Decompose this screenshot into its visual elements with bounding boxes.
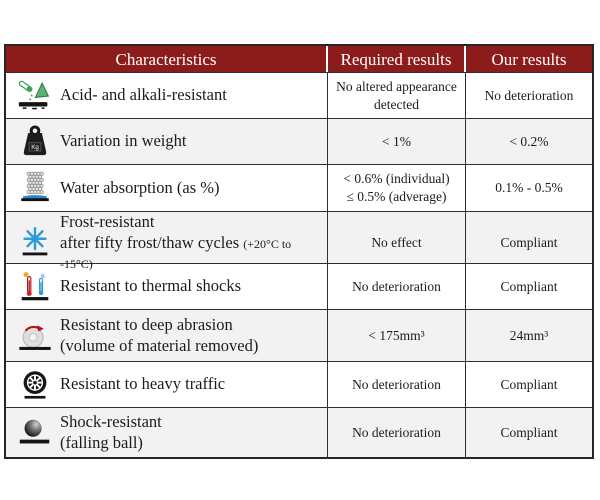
row-label-line1: Resistant to thermal shocks [60, 276, 242, 296]
row-label-line2: after fifty frost/thaw cycles [60, 232, 240, 252]
table-row-thermal-shocks [6, 264, 592, 310]
our-result-cell: Compliant [500, 278, 558, 294]
our-result-cell: Compliant [500, 376, 558, 392]
snowflake-frost-icon [10, 224, 60, 262]
characteristic-cell [6, 310, 328, 361]
header-required-results: Required results [328, 46, 466, 72]
row-label [60, 276, 327, 297]
required-result-cell [328, 264, 466, 309]
required-result-cell [328, 119, 466, 164]
water-absorption-icon [10, 169, 60, 207]
table-row-acid-alkali [6, 73, 592, 119]
abrasion-wheel-icon [10, 317, 60, 355]
kettlebell-weight-icon [10, 123, 60, 161]
table-row-shock-resistant [6, 408, 592, 457]
required-result-cell [328, 73, 466, 118]
row-label-line1: Water absorption (as %) [60, 177, 220, 197]
falling-ball-icon [10, 414, 60, 452]
row-label-line1: Resistant to deep abrasion [60, 314, 233, 334]
row-label-line1: Resistant to heavy traffic [60, 374, 226, 394]
required-result-value: No deterioration [352, 376, 441, 392]
our-result-cell: No deterioration [484, 87, 574, 103]
characteristic-cell [6, 73, 328, 118]
required-result-value2: ≤ 0.5% (adverage) [346, 189, 447, 204]
test-results-table [4, 44, 594, 459]
our-result-cell: Compliant [500, 235, 558, 251]
row-label [60, 412, 327, 453]
row-label-line1: Variation in weight [60, 131, 187, 151]
required-result-value: No deterioration [352, 424, 441, 440]
row-label [60, 315, 327, 356]
table-row-frost [6, 212, 592, 272]
row-label [60, 374, 327, 395]
required-result-cell [328, 362, 466, 407]
row-label [60, 85, 327, 106]
row-label-line2: (volume of material removed) [60, 335, 259, 355]
our-result-cell: < 0.2% [509, 133, 549, 149]
required-result-value: < 0.6% (individual) [343, 171, 450, 187]
thermal-shock-icon [10, 268, 60, 306]
table-row-water-absorption [6, 165, 592, 212]
required-result-cell [328, 165, 466, 211]
svg-text:Kg: Kg [31, 143, 39, 151]
row-label [60, 131, 327, 152]
our-result-cell: 24mm³ [509, 327, 549, 343]
required-result-value: No deterioration [352, 278, 441, 294]
tire-wheel-icon [10, 366, 60, 404]
header-characteristics: Characteristics [6, 46, 328, 72]
table-header-row [6, 46, 592, 73]
required-result-cell [328, 408, 466, 457]
header-our-results: Our results [491, 49, 567, 69]
required-result-value: < 1% [382, 133, 411, 149]
table-row-weight [6, 119, 592, 165]
required-result-value: No altered appearance detected [336, 78, 457, 112]
table-row-heavy-traffic [6, 362, 592, 408]
row-label-line2: (falling ball) [60, 432, 143, 452]
row-label-note: (+20°C to -15°C) [60, 236, 292, 272]
row-label-line1: Frost-resistant [60, 212, 155, 231]
table-row-deep-abrasion [6, 310, 592, 362]
row-label-line1: Shock-resistant [60, 411, 162, 431]
characteristic-cell [6, 362, 328, 407]
row-label [60, 178, 327, 199]
characteristic-cell [6, 408, 328, 457]
row-label-line1: Acid- and alkali-resistant [60, 85, 227, 105]
required-result-cell [328, 310, 466, 361]
our-result-cell: 0.1% - 0.5% [495, 180, 563, 196]
required-result-value: < 175mm³ [368, 327, 425, 343]
required-result-value: No effect [371, 235, 422, 251]
characteristic-cell [6, 264, 328, 309]
characteristic-cell [6, 119, 328, 164]
characteristic-cell [6, 165, 328, 211]
our-result-cell: Compliant [500, 424, 558, 440]
acid-test-icon [10, 77, 60, 115]
